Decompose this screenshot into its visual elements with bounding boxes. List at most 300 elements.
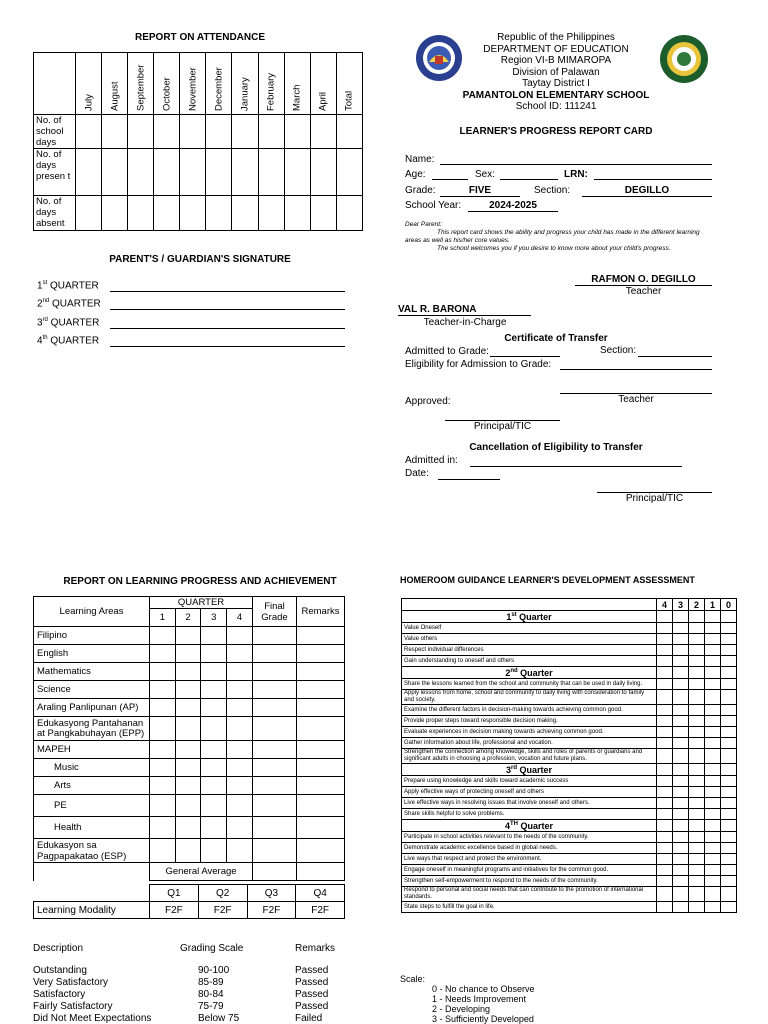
rating-cell[interactable]	[657, 798, 673, 809]
rating-cell[interactable]	[689, 865, 705, 876]
grading-head-remarks: Remarks	[295, 943, 336, 954]
rating-cell[interactable]	[705, 645, 721, 656]
rating-cell[interactable]	[705, 690, 721, 705]
admitted-in-field[interactable]	[470, 466, 682, 467]
rating-cell[interactable]	[705, 716, 721, 727]
subject-row	[34, 759, 345, 777]
transfer-title: Certificate of Transfer	[504, 333, 608, 344]
name-label: Name:	[405, 154, 435, 165]
scale-item: 2 - Developing	[432, 1004, 491, 1014]
letter-block	[405, 221, 710, 253]
rating-cell[interactable]	[689, 656, 705, 667]
subject-name: PE	[34, 795, 150, 817]
rating-cell[interactable]	[689, 749, 705, 764]
rating-cell[interactable]	[657, 809, 673, 820]
quarter-header: 2nd Quarter	[402, 667, 657, 679]
approved-label: Approved:	[405, 396, 451, 407]
sex-field[interactable]	[500, 179, 558, 180]
sex-label: Sex:	[475, 169, 496, 180]
grading-desc: Fairly Satisfactory	[33, 1001, 113, 1012]
rating-cell[interactable]	[673, 716, 689, 727]
rating-cell[interactable]	[721, 902, 737, 913]
cancel-title: Cancellation of Eligibility to Transfer	[469, 442, 643, 453]
grading-head-desc: Description	[33, 943, 84, 954]
rating-cell[interactable]	[721, 727, 737, 738]
rating-cell[interactable]	[657, 656, 673, 667]
school-year-value[interactable]: 2024-2025	[468, 200, 558, 212]
subject-name: Mathematics	[34, 663, 150, 681]
rating-cell[interactable]	[705, 902, 721, 913]
transfer-section-label: Section:	[600, 345, 637, 356]
rating-cell[interactable]	[705, 876, 721, 887]
assessment-row	[402, 679, 737, 690]
signature-line-4[interactable]	[110, 346, 345, 347]
rating-cell[interactable]	[721, 776, 737, 787]
rating-cell[interactable]	[705, 634, 721, 645]
assessment-item: Apply effective ways of protecting oneself and others	[402, 787, 657, 798]
rating-cell[interactable]	[673, 727, 689, 738]
rating-cell[interactable]	[673, 679, 689, 690]
subject-row	[34, 839, 345, 863]
subject-name: Science	[34, 681, 150, 699]
subject-name: Edukasyong Pantahanan at Pangkabuhayan (EPP)	[34, 717, 150, 741]
scale-item: 0 - No chance to Observe	[432, 984, 535, 994]
section-label: Section:	[534, 185, 571, 196]
month-header: July	[76, 53, 102, 115]
quarter-num: 3	[201, 609, 227, 627]
rating-cell[interactable]	[673, 656, 689, 667]
signature-quarter-4: 4th QUARTER	[37, 335, 100, 347]
header-line: Taytay District I	[522, 78, 590, 89]
scale-item: 1 - Needs Improvement	[432, 994, 527, 1004]
rating-cell[interactable]	[705, 854, 721, 865]
month-header: March	[284, 53, 310, 115]
assessment-item: Provide proper steps toward responsible decision making.	[402, 716, 657, 727]
subject-row	[34, 663, 345, 681]
tic-name: VAL R. BARONA	[398, 304, 531, 316]
general-average-row	[34, 863, 345, 881]
subject-row	[34, 645, 345, 663]
quarter-header-row	[402, 764, 737, 776]
attendance-row-label: No. of days absent	[34, 196, 76, 231]
subject-row	[34, 699, 345, 717]
signature-quarter-2: 2nd QUARTER	[37, 298, 101, 310]
rating-cell[interactable]	[657, 634, 673, 645]
rating-cell[interactable]	[657, 623, 673, 634]
assessment-item: Respond to personal and social needs that can contribute to the promotion of international standards.	[402, 887, 657, 902]
rating-cell[interactable]	[689, 727, 705, 738]
rating-cell[interactable]	[705, 809, 721, 820]
rating-cell[interactable]	[689, 798, 705, 809]
age-field[interactable]	[432, 179, 468, 180]
grading-desc: Very Satisfactory	[33, 977, 109, 988]
subject-name: Health	[34, 817, 150, 839]
transfer-teacher-label: Teacher	[618, 394, 654, 405]
assessment-row	[402, 887, 737, 902]
month-header: December	[206, 53, 232, 115]
assessment-item: Value Oneself	[402, 623, 657, 634]
homeroom-scale-header	[402, 599, 737, 611]
header-line: DEPARTMENT OF EDUCATION	[483, 43, 629, 55]
letter-para-1: This report card shows the ability and progress your child has made in the different learning areas as well as his/her core values.	[405, 229, 700, 244]
tic-role: Teacher-in-Charge	[423, 317, 507, 328]
subject-name: Music	[34, 759, 150, 777]
assessment-item: Share skills helpful to solve problems.	[402, 809, 657, 820]
grading-desc: Satisfactory	[33, 989, 86, 1000]
signature-title: PARENT'S / GUARDIAN'S SIGNATURE	[109, 254, 291, 265]
assessment-item: Participate in school activities relevant to the needs of the community.	[402, 832, 657, 843]
scale-item: 3 - Sufficiently Developed	[432, 1014, 534, 1024]
assessment-item: Respect individual differences	[402, 645, 657, 656]
grading-desc: Did Not Meet Expectations	[33, 1013, 152, 1024]
rating-cell[interactable]	[721, 809, 737, 820]
rating-cell[interactable]	[689, 776, 705, 787]
rating-cell[interactable]	[657, 865, 673, 876]
scale-head: 1	[705, 599, 721, 611]
col-final-grade: Final Grade	[253, 597, 297, 627]
rating-cell[interactable]	[657, 876, 673, 887]
admitted-grade-field[interactable]	[490, 356, 560, 357]
age-label: Age:	[405, 169, 426, 180]
modality-head: Q1	[150, 885, 199, 902]
scale-head: 2	[689, 599, 705, 611]
assessment-row	[402, 876, 737, 887]
grading-remark: Passed	[295, 989, 329, 1000]
rating-cell[interactable]	[689, 738, 705, 749]
rating-cell[interactable]	[689, 705, 705, 716]
assessment-row	[402, 798, 737, 809]
rating-cell[interactable]	[673, 705, 689, 716]
rating-cell[interactable]	[705, 843, 721, 854]
modality-label: Learning Modality	[34, 902, 150, 919]
rating-cell[interactable]	[657, 738, 673, 749]
assessment-row	[402, 738, 737, 749]
rating-cell[interactable]	[673, 787, 689, 798]
grading-range: 75-79	[198, 1001, 224, 1012]
col-remarks: Remarks	[297, 597, 345, 627]
assessment-row	[402, 854, 737, 865]
rating-cell[interactable]	[721, 787, 737, 798]
quarter-header-row	[402, 667, 737, 679]
rating-cell[interactable]	[721, 690, 737, 705]
attendance-row	[34, 196, 363, 231]
rating-cell[interactable]	[657, 902, 673, 913]
rating-cell[interactable]	[705, 865, 721, 876]
rating-cell[interactable]	[689, 634, 705, 645]
month-header: January	[232, 53, 258, 115]
assessment-row	[402, 865, 737, 876]
assessment-item: Apply lessons from home, school and community to daily living with consideration to family and society.	[402, 690, 657, 705]
rating-cell[interactable]	[689, 645, 705, 656]
rating-cell[interactable]	[689, 902, 705, 913]
rating-cell[interactable]	[705, 623, 721, 634]
assessment-item: Prepare using knowledge and skills toward academic success	[402, 776, 657, 787]
homeroom-header-blank	[402, 599, 657, 611]
progress-title: REPORT ON LEARNING PROGRESS AND ACHIEVEMENT	[63, 576, 337, 587]
rating-cell[interactable]	[673, 809, 689, 820]
rating-cell[interactable]	[705, 832, 721, 843]
subject-name: English	[34, 645, 150, 663]
rating-cell[interactable]	[657, 854, 673, 865]
section-value[interactable]: DEGILLO	[582, 185, 712, 197]
modality-value: F2F	[247, 902, 296, 919]
assessment-item: Value others	[402, 634, 657, 645]
subject-row	[34, 795, 345, 817]
rating-cell[interactable]	[705, 776, 721, 787]
eligibility-field[interactable]	[560, 369, 712, 370]
rating-cell[interactable]	[657, 645, 673, 656]
rating-cell[interactable]	[689, 832, 705, 843]
signature-line-3[interactable]	[110, 328, 345, 329]
rating-cell[interactable]	[673, 865, 689, 876]
rating-cell[interactable]	[689, 679, 705, 690]
lrn-field[interactable]	[594, 179, 712, 180]
scale-head: 3	[673, 599, 689, 611]
attendance-row-label: No. of days presen t	[34, 149, 76, 196]
rating-cell[interactable]	[673, 738, 689, 749]
subject-name: Araling Panlipunan (AP)	[34, 699, 150, 717]
rating-cell[interactable]	[673, 634, 689, 645]
rating-cell[interactable]	[657, 749, 673, 764]
assessment-item: Engage oneself in meaningful programs and initiatives for the common good.	[402, 865, 657, 876]
attendance-row	[34, 149, 363, 196]
cancel-principal-label: Principal/TIC	[625, 493, 684, 504]
school-name: PAMANTOLON ELEMENTARY SCHOOL	[462, 89, 650, 101]
rating-cell[interactable]	[721, 634, 737, 645]
rating-cell[interactable]	[721, 865, 737, 876]
subject-row	[34, 717, 345, 741]
quarter-header: 3rd Quarter	[402, 764, 657, 776]
attendance-header-row	[34, 53, 363, 115]
rating-cell[interactable]	[673, 749, 689, 764]
signature-line-1[interactable]	[110, 291, 345, 292]
assessment-row	[402, 705, 737, 716]
assessment-row	[402, 634, 737, 645]
rating-cell[interactable]	[657, 843, 673, 854]
rating-cell[interactable]	[705, 727, 721, 738]
subject-name: MAPEH	[34, 741, 150, 759]
grading-row	[33, 1001, 353, 1013]
assessment-item: Evaluate experiences in decision making towards achieving common good.	[402, 727, 657, 738]
rating-cell[interactable]	[673, 690, 689, 705]
assessment-row	[402, 716, 737, 727]
subject-row	[34, 627, 345, 645]
assessment-item: Strengthen the connection among knowledge, skills and roles of parents or guardians and significant adults in choosing a profession, vocation and future plans.	[402, 749, 657, 764]
scale-title: Scale:	[400, 974, 426, 984]
assessment-row	[402, 749, 737, 764]
rating-cell[interactable]	[721, 645, 737, 656]
assessment-row	[402, 776, 737, 787]
rating-cell[interactable]	[689, 809, 705, 820]
letter-para-2: The school welcomes you if you desire to know more about your child's progress.	[437, 245, 671, 252]
assessment-item: Strengthen self-empowerment to respond to the needs of the community.	[402, 876, 657, 887]
rating-cell[interactable]	[689, 854, 705, 865]
modality-head: Q2	[198, 885, 247, 902]
rating-cell[interactable]	[657, 690, 673, 705]
modality-head: Q3	[247, 885, 296, 902]
assessment-item: Gather information about life, professional and vocation.	[402, 738, 657, 749]
attendance-table	[33, 52, 363, 231]
subject-row	[34, 777, 345, 795]
month-header: August	[102, 53, 128, 115]
rating-cell[interactable]	[721, 623, 737, 634]
school-id: School ID: 111241	[515, 101, 597, 112]
grade-label: Grade:	[405, 185, 436, 196]
assessment-item: Live ways that respect and protect the environment.	[402, 854, 657, 865]
rating-cell[interactable]	[657, 705, 673, 716]
scale-legend	[400, 974, 535, 1024]
rating-cell[interactable]	[721, 798, 737, 809]
rating-cell[interactable]	[705, 656, 721, 667]
month-header: September	[128, 53, 154, 115]
signature-quarter-3: 3rd QUARTER	[37, 317, 100, 329]
month-header: October	[154, 53, 180, 115]
grading-scale	[33, 943, 353, 1024]
month-header: April	[310, 53, 336, 115]
rating-cell[interactable]	[721, 854, 737, 865]
col-quarter: QUARTER	[150, 597, 253, 609]
teacher-role: Teacher	[625, 286, 662, 297]
modality-head: Q4	[296, 885, 345, 902]
grading-range: Below 75	[198, 1013, 240, 1024]
signature-line-2[interactable]	[110, 309, 345, 310]
grading-row	[33, 1013, 353, 1024]
rating-cell[interactable]	[705, 679, 721, 690]
progress-table	[33, 596, 345, 881]
rating-cell[interactable]	[673, 902, 689, 913]
month-header: Total	[336, 53, 362, 115]
assessment-row	[402, 843, 737, 854]
rating-cell[interactable]	[673, 887, 689, 902]
quarter-header-row	[402, 820, 737, 832]
assessment-row	[402, 902, 737, 913]
subject-row	[34, 817, 345, 839]
rating-cell[interactable]	[673, 798, 689, 809]
rating-cell[interactable]	[721, 832, 737, 843]
rating-cell[interactable]	[673, 876, 689, 887]
modality-value: F2F	[150, 902, 199, 919]
modality-value: F2F	[296, 902, 345, 919]
teacher-name: RAFMON O. DEGILLO	[575, 274, 712, 286]
modality-table	[33, 884, 345, 919]
rating-cell[interactable]	[657, 716, 673, 727]
attendance-row	[34, 115, 363, 149]
rating-cell[interactable]	[657, 679, 673, 690]
rating-cell[interactable]	[689, 843, 705, 854]
rating-cell[interactable]	[689, 887, 705, 902]
rating-cell[interactable]	[721, 656, 737, 667]
homeroom-table	[401, 598, 737, 913]
rating-cell[interactable]	[673, 623, 689, 634]
quarter-num: 2	[175, 609, 201, 627]
rating-cell[interactable]	[673, 832, 689, 843]
rating-cell[interactable]	[705, 749, 721, 764]
rating-cell[interactable]	[721, 843, 737, 854]
quarter-num: 4	[227, 609, 253, 627]
rating-cell[interactable]	[689, 876, 705, 887]
rating-cell[interactable]	[657, 727, 673, 738]
scale-head: 4	[657, 599, 673, 611]
grading-range: 80-84	[198, 989, 224, 1000]
modality-value: F2F	[198, 902, 247, 919]
rating-cell[interactable]	[689, 690, 705, 705]
date-field[interactable]	[438, 479, 500, 480]
assessment-row	[402, 787, 737, 798]
eligibility-label: Eligibility for Admission to Grade:	[405, 359, 552, 370]
grading-range: 85-89	[198, 977, 224, 988]
header-line: Republic of the Philippines	[497, 32, 615, 43]
grading-range: 90-100	[198, 965, 230, 976]
rating-cell[interactable]	[657, 776, 673, 787]
school-year-label: School Year:	[405, 200, 462, 211]
rating-cell[interactable]	[721, 705, 737, 716]
rating-cell[interactable]	[689, 787, 705, 798]
grading-row	[33, 965, 353, 977]
rating-cell[interactable]	[721, 716, 737, 727]
rating-cell[interactable]	[673, 645, 689, 656]
rating-cell[interactable]	[689, 716, 705, 727]
rating-cell[interactable]	[689, 623, 705, 634]
grading-row	[33, 977, 353, 989]
assessment-item: Gain understanding to oneself and others	[402, 656, 657, 667]
homeroom-title: HOMEROOM GUIDANCE LEARNER'S DEVELOPMENT ASSESSMENT	[400, 575, 695, 585]
rating-cell[interactable]	[721, 738, 737, 749]
quarter-num: 1	[150, 609, 176, 627]
rating-cell[interactable]	[673, 776, 689, 787]
attendance-corner	[34, 53, 76, 115]
quarter-header: 1st Quarter	[402, 611, 657, 623]
subject-name: Edukasyon sa Pagpapakatao (ESP)	[34, 839, 150, 863]
assessment-item: Demonstrate academic excellence based in global needs.	[402, 843, 657, 854]
rating-cell[interactable]	[657, 787, 673, 798]
rating-cell[interactable]	[673, 843, 689, 854]
subject-row	[34, 741, 345, 759]
name-field[interactable]	[440, 164, 712, 165]
assessment-row	[402, 656, 737, 667]
grading-head-scale: Grading Scale	[180, 943, 244, 954]
assessment-row	[402, 690, 737, 705]
transfer-section-field[interactable]	[638, 356, 712, 357]
rating-cell[interactable]	[705, 887, 721, 902]
rating-cell[interactable]	[705, 738, 721, 749]
month-header: February	[258, 53, 284, 115]
attendance-row-label: No. of school days	[34, 115, 76, 149]
transfer-principal-label: Principal/TIC	[473, 421, 532, 432]
grade-value[interactable]: FIVE	[440, 185, 520, 197]
subject-name: Arts	[34, 777, 150, 795]
rating-cell[interactable]	[721, 876, 737, 887]
assessment-row	[402, 832, 737, 843]
assessment-item: State steps to fulfill the goal in life.	[402, 902, 657, 913]
quarter-header-row	[402, 611, 737, 623]
grading-remark: Failed	[295, 1013, 323, 1024]
rating-cell[interactable]	[705, 798, 721, 809]
rating-cell[interactable]	[721, 749, 737, 764]
lrn-label: LRN:	[564, 169, 588, 180]
month-header: November	[180, 53, 206, 115]
rating-cell[interactable]	[705, 787, 721, 798]
grading-row	[33, 989, 353, 1001]
rating-cell[interactable]	[657, 832, 673, 843]
rating-cell[interactable]	[721, 887, 737, 902]
grading-desc: Outstanding	[33, 965, 87, 976]
rating-cell[interactable]	[657, 887, 673, 902]
rating-cell[interactable]	[721, 679, 737, 690]
assessment-row	[402, 809, 737, 820]
rating-cell[interactable]	[705, 705, 721, 716]
quarter-header: 4TH Quarter	[402, 820, 657, 832]
rating-cell[interactable]	[673, 854, 689, 865]
